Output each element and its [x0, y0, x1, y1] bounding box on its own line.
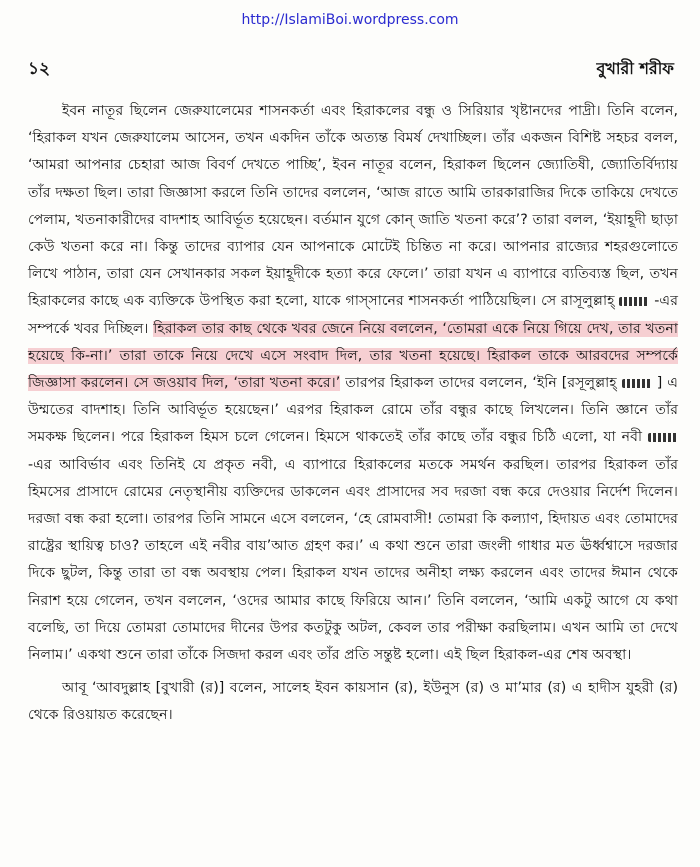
page-number: ১২: [28, 59, 51, 79]
text-run: তারপর হিরাকল তাদের বললেন, ‘ইনি [রসূলুল্লাহ্: [345, 375, 617, 392]
highlighted-passage: হিরাকল তার কাছ থেকে খবর জেনে নিয়ে বললেন, ‘তোমরা একে নিয়ে গিয়ে দেখ, তার খতনা হয়েছে কি-না।’ তারা তাকে নিয়ে দেখে এসে সংবাদ দিল, তার খতনা হয়েছে। হিরাকল তাকে আরবদের সম্পর্কে জিজ্ঞাসা করলেন। সে জওয়াব দিল, ‘তারা খতনা করে।’: [28, 320, 678, 392]
text-run: -এর আবির্ভাব এবং তিনিই যে প্রকৃত নবী, এ ব্যাপারে হিরাকলের মতকে সমর্থন করছিল। তারপর হিরাকল তাঁর হিমসের প্রাসাদে রোমের নেতৃস্থানীয় ব্যক্তিদের ডাকলেন এবং প্রাসাদের সব দরজা বন্ধ করে দেওয়ার নির্দেশ দিলেন। দরজা বন্ধ করা হলো। তারপর তিনি সামনে এসে বললেন, ‘হে রোমবাসী! তোমরা কি কল্যাণ, হিদায়ত এবং তোমাদের রাষ্ট্রের স্থায়িত্ব চাও? তাহলে এই নবীর বায়’আত গ্রহণ কর।’ এ কথা শুনে তারা জংলী গাধার মত ঊর্ধ্বশ্বাসে দরজার দিকে ছুটল, কিন্তু তারা তা বন্ধ অবস্থায় পেল। হিরাকল যখন তাদের অনীহা লক্ষ্য করলেন এবং তাদের ঈমান থেকে নিরাশ হয়ে গেলেন, তখন বললেন, ‘ওদের আমার কাছে ফিরিয়ে আন।’ তিনি বললেন, ‘আমি একটু আগে যে কথা বলেছি, তা দিয়ে তোমরা তোমাদের দীনের উপর কতটুকু অটল, কেবল তার পরীক্ষা করছিলাম। এখন আমি তা দেখে নিলাম।’ একথা শুনে তারা তাঁকে সিজদা করল এবং তাঁর প্রতি সন্তুষ্ট হলো। এই ছিল হিরাকল-এর শেষ অবস্থা।: [28, 456, 678, 664]
text-run: আবূ ‘আবদুল্লাহ [বুখারী (র)] বলেন, সালেহ ইবন কায়সান (র), ইউনুস (র) ও মা’মার (র) এ হাদীস যুহরী (র) থেকে রিওয়ায়ত করেছেন।: [28, 680, 678, 724]
paragraph-narration-note: [28, 675, 678, 729]
salutation-glyph-icon: [648, 433, 678, 442]
page-body: [28, 98, 678, 730]
text-run: ] এ উম্মতের বাদশাহ। তিনি আবির্ভূত হয়েছেন।’ এরপর হিরাকল রোমে তাঁর বন্ধুর কাছে লিখলেন। তিনি জ্ঞানে তাঁর সমকক্ষ ছিলেন। পরে হিরাকল হিমস চলে গেলেন। হিমসে থাকতেই তাঁর কাছে তাঁর বন্ধুর চিঠি এলো, যা নবী: [28, 375, 678, 446]
paragraph-main: [28, 98, 678, 669]
source-url: http://IslamiBoi.wordpress.com: [241, 12, 459, 28]
book-title: বুখারী শরীফ: [596, 59, 674, 78]
salutation-glyph-icon: [622, 379, 652, 388]
salutation-glyph-icon: [619, 297, 649, 306]
page-header: [28, 56, 674, 82]
text-run: -এর সম্পর্কে খবর দিচ্ছিল।: [28, 293, 678, 337]
text-run: ইবন নাতূর ছিলেন জেরুযালেমের শাসনকর্তা এবং হিরাকলের বন্ধু ও সিরিয়ার খৃষ্টানদের পাদ্রী। তিনি বলেন, ‘হিরাকল যখন জেরুযালেম আসেন, তখন একদিন তাঁকে অত্যন্ত বিমর্ষ দেখাচ্ছিল। তাঁর একজন বিশিষ্ট সহচর বলল, ‘আমরা আপনার চেহারা আজ বিবর্ণ দেখতে পাচ্ছি’, ইবন নাতূর বলেন, হিরাকল ছিলেন জ্যোতিষী, জ্যোতির্বিদ্যায় তাঁর দক্ষতা ছিল। তারা জিজ্ঞাসা করলে তিনি তাদের বললেন, ‘আজ রাতে আমি তারকারাজির দিকে তাকিয়ে দেখতে পেলাম, খতনাকারীদের বাদশাহ আবির্ভূত হয়েছেন। বর্তমান যুগে কোন্ জাতি খতনা করে’? তারা বলল, ‘ইয়াহূদী ছাড়া কেউ খতনা করে না। কিন্তু তাদের ব্যাপার যেন আপনাকে মোটেই চিন্তিত না করে। আপনার রাজ্যের শহরগুলোতে লিখে পাঠান, তারা যেন সেখানকার সকল ইয়াহূদীকে হত্যা করে ফেলে।’ তারা যখন এ ব্যাপারে ব্যতিব্যস্ত ছিল, তখন হিরাকলের কাছে এক ব্যক্তিকে উপস্থিত করা হলো, যাকে গাস্সানের শাসনকর্তা পাঠিয়েছিল। সে রাসূলুল্লাহ্: [28, 103, 678, 310]
